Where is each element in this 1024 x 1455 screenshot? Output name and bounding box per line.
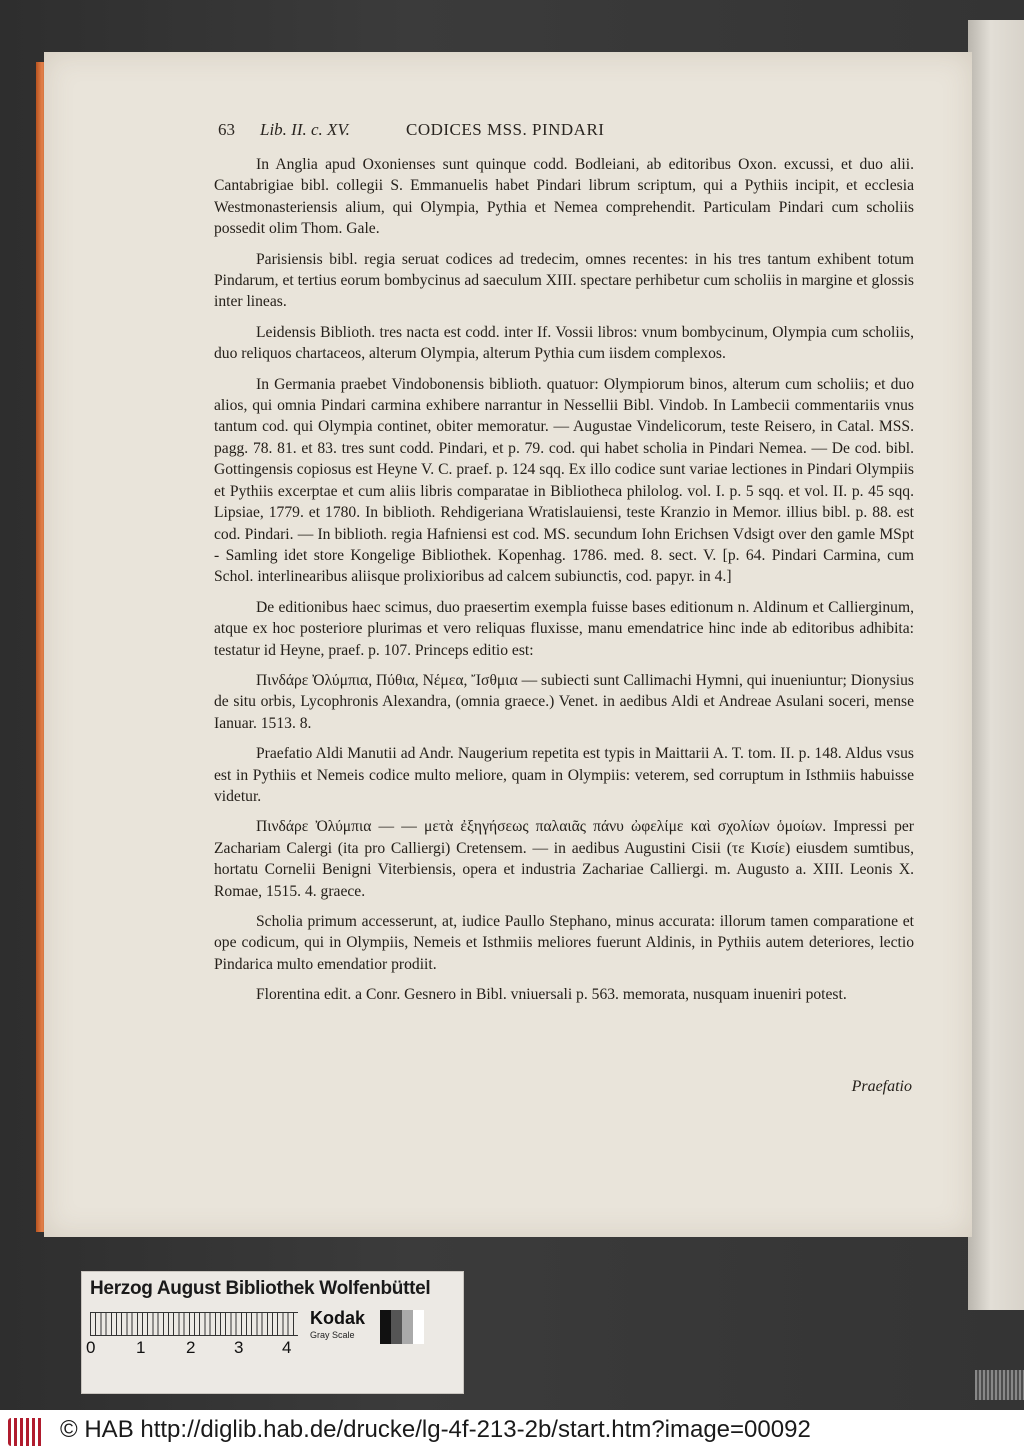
- paragraph: Parisiensis bibl. regia seruat codices ad tredecim, omnes recentes: in his tres tantum exhibent totum Pindarum, et tertius eorum bombycinus ad saeculum XIII. spectare perhibetur cum scholiis in margine et glossis inter lineas.: [214, 250, 914, 311]
- scale-ruler: [90, 1312, 298, 1336]
- paragraph: In Germania praebet Vindobonensis biblioth. quatuor: Olympiorum binos, alterum cum scholiis; et duo alios, qui omnia Pindari carmina exhibere narrantur in Nessellii Bibl. Vindob. In Lambecii commentariis vnus tantum cod. qui Olympia continet, obiter memoratur. — Augustae Vindelicorum, teste Reisero, in Catal. MSS. pagg. 78. 81. et 83. tres sunt codd. Pindari, et p. 79. cod. qui habet scholia in Pindari Nemea. — De cod. bibl. Gottingensis copiosus est Heyne V. C. praef. p. 124 sqq. Ex illo codice sunt variae lectiones in Pindari Olympiis et Pythiis excerptae et cum aliis libris comparatae in Bibliotheca philolog. vol. I. p. 5 sqq. et vol. II. p. 45 sqq. Lipsiae, 1779. et 1780. In biblioth. Rehdigeriana Wratislauiensi, teste Kranzio in Memor. illius bibl. p. 88. est cod. Pindari. — In biblioth. regia Hafniensi est cod. MS. secundum Iohn Erichsen Vdsigt over den gamle MSpt - Samling idet store Kongelige Bibliothek. Kopenhag. 1786. med. 8. sect. V. [p. 64. Pindari Carmina, cum Schol. interlinearibus aliisque prolixioribus ad calcem subiunctis, cod. papyr. in 4.]: [214, 375, 914, 586]
- footer-url[interactable]: © HAB http://diglib.hab.de/drucke/lg-4f-213-2b/start.htm?image=00092: [60, 1416, 811, 1443]
- ruler-number: 2: [186, 1338, 196, 1357]
- catchword: Praefatio: [851, 1078, 912, 1095]
- chapter-reference: Lib. II. c. XV.: [260, 120, 350, 139]
- facing-page-edge: [968, 20, 1024, 1310]
- hab-logo-icon: [8, 1418, 44, 1446]
- page-number: 63: [218, 120, 235, 139]
- library-name: Herzog August Bibliothek Wolfenbüttel: [90, 1278, 431, 1299]
- side-ruler: [975, 1370, 1024, 1400]
- gray-scale-label: Gray Scale: [310, 1330, 355, 1340]
- paragraph: Florentina edit. a Conr. Gesnero in Bibl. vniuersali p. 563. memorata, nusquam inueniri potest.: [256, 986, 847, 1004]
- body-text: [214, 154, 914, 1015]
- footer-bar: [0, 1410, 1024, 1455]
- paragraph: Praefatio Aldi Manutii ad Andr. Naugerium repetita est typis in Maittarii A. T. tom. II. p. 148. Aldus vsus est in Pythiis et Nemeis codice multo meliore, quam in Olympiis: veterem, sed corruptum in Isthmiis habuisse videtur.: [214, 745, 914, 805]
- paragraph: Scholia primum accesserunt, at, iudice Paullo Stephano, minus accurata: illorum tamen comparatione et ope codicum, qui in Olympiis, Nemeis et Isthmiis meliores fuerunt Aldinis, in Pythiis autem deteriores, lectio Pindarica multo emendatior prodiit.: [214, 913, 914, 973]
- ruler-number: 4: [282, 1338, 292, 1357]
- paragraph: Πινδάρε Ὀλύμπια — — μετὰ ἐξηγήσεως παλαιᾶς πάνυ ὠφελίμε καὶ σχολίων ὁμοίων. Impressi per Zachariam Calergi (ita pro Calliergi) Cretensem. — in aedibus Augustini Cisii (τε Κισίε) eiusdem sumtibus, hortatu Cornelii Benigni Viterbiensis, opera et industria Zachariae Calliergi. m. Augusto a. XIII. Leonis X. Romae, 1515. 4. graece.: [214, 818, 914, 900]
- paragraph: In Anglia apud Oxonienses sunt quinque codd. Bodleiani, ab editoribus Oxon. excussi, et duo alii. Cantabrigiae bibl. collegii S. Emmanuelis habet Pindari librum scriptum, qui a Pythiis incipit, et ecclesia Westmonasteriensis alium, qui Olympia, Pythia et Nemea comprehendit. Particulam Pindari cum scholiis possedit olim Thom. Gale.: [214, 156, 914, 238]
- page-title: CODICES MSS. PINDARI: [406, 120, 605, 139]
- running-head: [218, 118, 918, 146]
- gray-scale-swatch: [380, 1310, 424, 1344]
- ruler-numbers: [86, 1338, 306, 1360]
- kodak-label: Kodak: [310, 1308, 366, 1328]
- paragraph: De editionibus haec scimus, duo praesertim exempla fuisse bases editionum n. Aldinum et Callierginum, atque ex hoc posteriore plurimas et vero reliquas fluxisse, manu emendatrice hinc inde ab editoribus adhibita: testatur id Heyne, praef. p. 107. Princeps editio est:: [214, 598, 914, 659]
- library-color-card: [81, 1271, 464, 1394]
- ruler-number: 1: [136, 1338, 146, 1357]
- paragraph: Πινδάρε Ὀλύμπια, Πύθια, Νέμεα, Ἴσθμια — subiecti sunt Callimachi Hymni, qui inueniuntur; Dionysius de situ orbis, Lycophronis Alexandra, (omnia graece.) Venet. in aedibus Aldi et Andreae Asulani soceri, mense Ianuar. 1513. 8.: [214, 671, 914, 732]
- ruler-number: 3: [234, 1338, 244, 1357]
- ruler-number: 0: [86, 1338, 96, 1357]
- paragraph: Leidensis Biblioth. tres nacta est codd. inter If. Vossii libros: vnum bombycinum, Olympia cum scholiis, duo reliquos chartaceos, alterum Olympia, alterum Pythia cum iisdem complexos.: [214, 323, 914, 363]
